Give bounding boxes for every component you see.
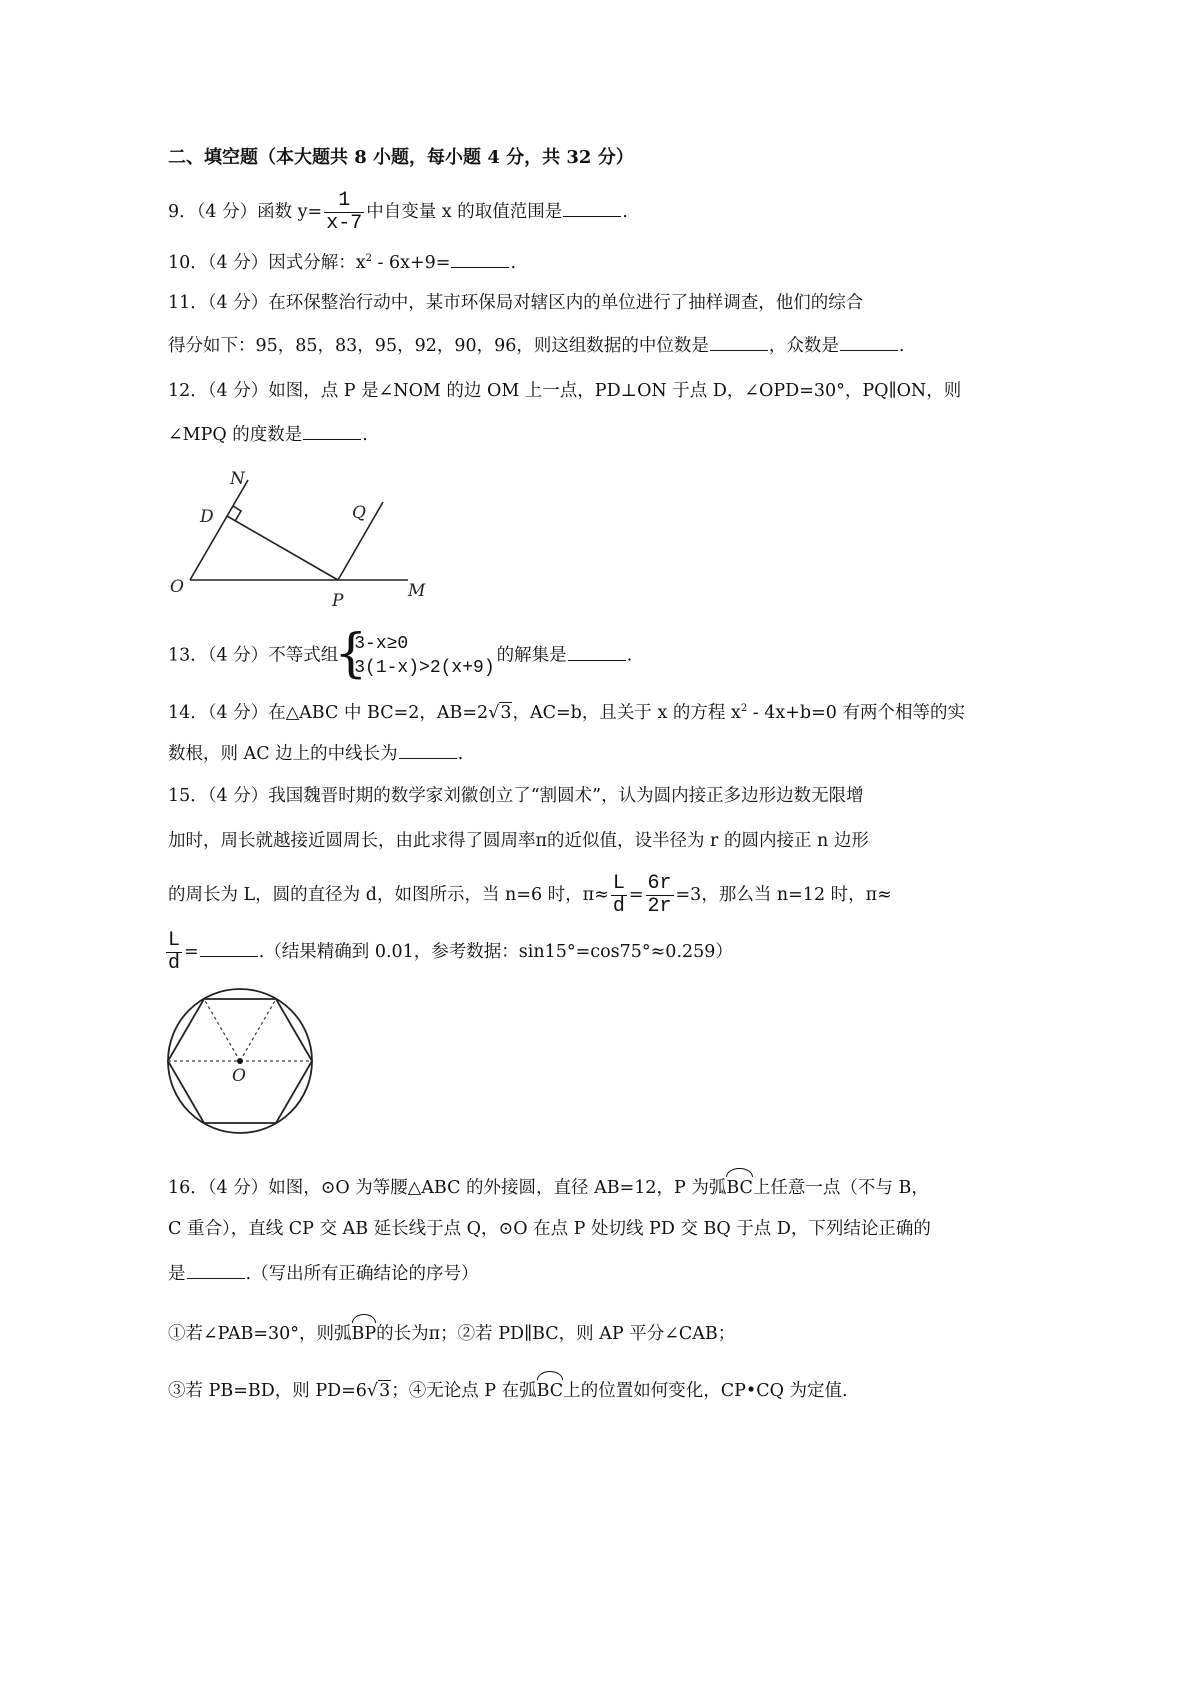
q9-fraction: $\frac{1}{x-7}$ (326, 189, 363, 235)
ray-on (190, 480, 248, 580)
fraction-l-over-d: $\frac{L}{d}$ (612, 872, 625, 918)
answer-blank[interactable] (303, 423, 361, 440)
question-15-line-2: 加时，周长就越接近圆周长，由此求得了圆周率π的近似值，设半径为 r 的圆内接正 n 边形 (168, 831, 869, 851)
sqrt: √3 (488, 703, 512, 723)
q10-suffix: - 6x+9= (371, 253, 451, 273)
q15-hexagon-figure (160, 985, 320, 1145)
question-16-option-1-2: ①若∠PAB=30°，则弧BP的长为π；②若 PD∥BC，则 AP 平分∠CAB； (168, 1318, 735, 1346)
answer-blank[interactable] (451, 251, 509, 268)
question-16-option-3-4: ③若 PB=BD，则 PD=6√3；④无论点 P 在弧BC上的位置如何变化，CP•CQ 为定值. (168, 1375, 848, 1403)
question-13: 13．（4 分）不等式组 { 3-x≥0 3(1-x)>2(x+9) 的解集是 . (168, 632, 632, 680)
question-9: 9．（4 分）函数 y= $\frac{1}{x-7}$ 中自变量 x 的取值范围是 . (168, 189, 628, 235)
q9-prefix: 9．（4 分）函数 y= (168, 202, 323, 222)
label-d: D (200, 507, 214, 527)
question-16-line-2: C 重合），直线 CP 交 AB 延长线于点 Q，⊙O 在点 P 处切线 PD 交 BQ 于点 D，下列结论正确的 (168, 1219, 931, 1239)
question-15-line-4: $\frac{L}{d}$ = .（结果精确到 0.01，参考数据：sin15°=cos75°≈0.259） (168, 929, 733, 975)
question-11-line-2: 得分如下：95，85，83，95，92，90，96，则这组数据的中位数是 ，众数是 . (168, 336, 905, 356)
sqrt: √3 (366, 1381, 391, 1401)
answer-blank[interactable] (399, 742, 457, 759)
answer-blank-mode[interactable] (840, 334, 898, 351)
question-15-line-3: 的周长为 L，圆的直径为 d，如图所示，当 n=6 时，π≈ $\frac{L}{d}$ = $\frac{6r}{2r}$ =3，那么当 n=12 时，π≈ (168, 872, 892, 918)
label-p: P (332, 591, 344, 610)
radius-dashed-right (240, 999, 276, 1061)
question-15-line-1: 15．（4 分）我国魏晋时期的数学家刘徽创立了“割圆术”，认为圆内接正多边形边数无限增 (168, 786, 864, 806)
q9-suffix: 中自变量 x 的取值范围是 (366, 202, 563, 222)
center-point (237, 1058, 243, 1064)
arc-bc: BC (537, 1375, 564, 1403)
answer-blank[interactable] (187, 1262, 245, 1279)
arc-bp: BP (352, 1318, 377, 1346)
segment-pd (227, 516, 338, 580)
question-16-line-3: 是 .（写出所有正确结论的序号） (168, 1264, 479, 1284)
label-o: O (170, 577, 184, 597)
fraction-l-over-d: $\frac{L}{d}$ (168, 929, 181, 975)
q10-prefix: 10．（4 分）因式分解：x (168, 253, 366, 273)
question-12-line-1: 12．（4 分）如图，点 P 是∠NOM 的边 OM 上一点，PD⊥ON 于点 D，∠OPD=30°，PQ∥ON，则 (168, 381, 962, 401)
question-16-line-1: 16．（4 分）如图，⊙O 为等腰△ABC 的外接圆，直径 AB=12，P 为弧BC上任意一点（不与 B， (168, 1172, 929, 1200)
label-n: N (230, 469, 245, 489)
answer-blank[interactable] (568, 644, 626, 661)
label-m: M (408, 581, 426, 601)
label-o: O (232, 1066, 246, 1086)
question-14-line-1: 14．（4 分）在△ABC 中 BC=2，AB=2√3，AC=b，且关于 x 的方程 $x^2 - 4x+b=0$ 有两个相等的实 (168, 703, 965, 723)
radius-dashed-left (204, 999, 240, 1061)
label-q: Q (352, 503, 366, 523)
question-12-line-2: ∠MPQ 的度数是 . (168, 425, 368, 445)
arc-bc: BC (726, 1172, 753, 1200)
inequality-system: { 3-x≥0 3(1-x)>2(x+9) (340, 632, 494, 680)
answer-blank-median[interactable] (710, 334, 768, 351)
answer-blank[interactable] (563, 200, 621, 217)
question-10: 10．（4 分）因式分解：$x^2 - 6x+9=$ . (168, 253, 517, 273)
fraction-6r-over-2r: $\frac{6r}{2r}$ (647, 872, 672, 918)
section-heading: 二、填空题（本大题共 8 小题，每小题 4 分，共 32 分） (168, 147, 634, 168)
right-angle-mark (233, 506, 241, 521)
q12-angle-figure (160, 460, 450, 610)
question-11-line-1: 11．（4 分）在环保整治行动中，某市环保局对辖区内的单位进行了抽样调查，他们的综合 (168, 293, 864, 313)
answer-blank[interactable] (200, 940, 258, 957)
question-14-line-2: 数根，则 AC 边上的中线长为 . (168, 744, 464, 764)
